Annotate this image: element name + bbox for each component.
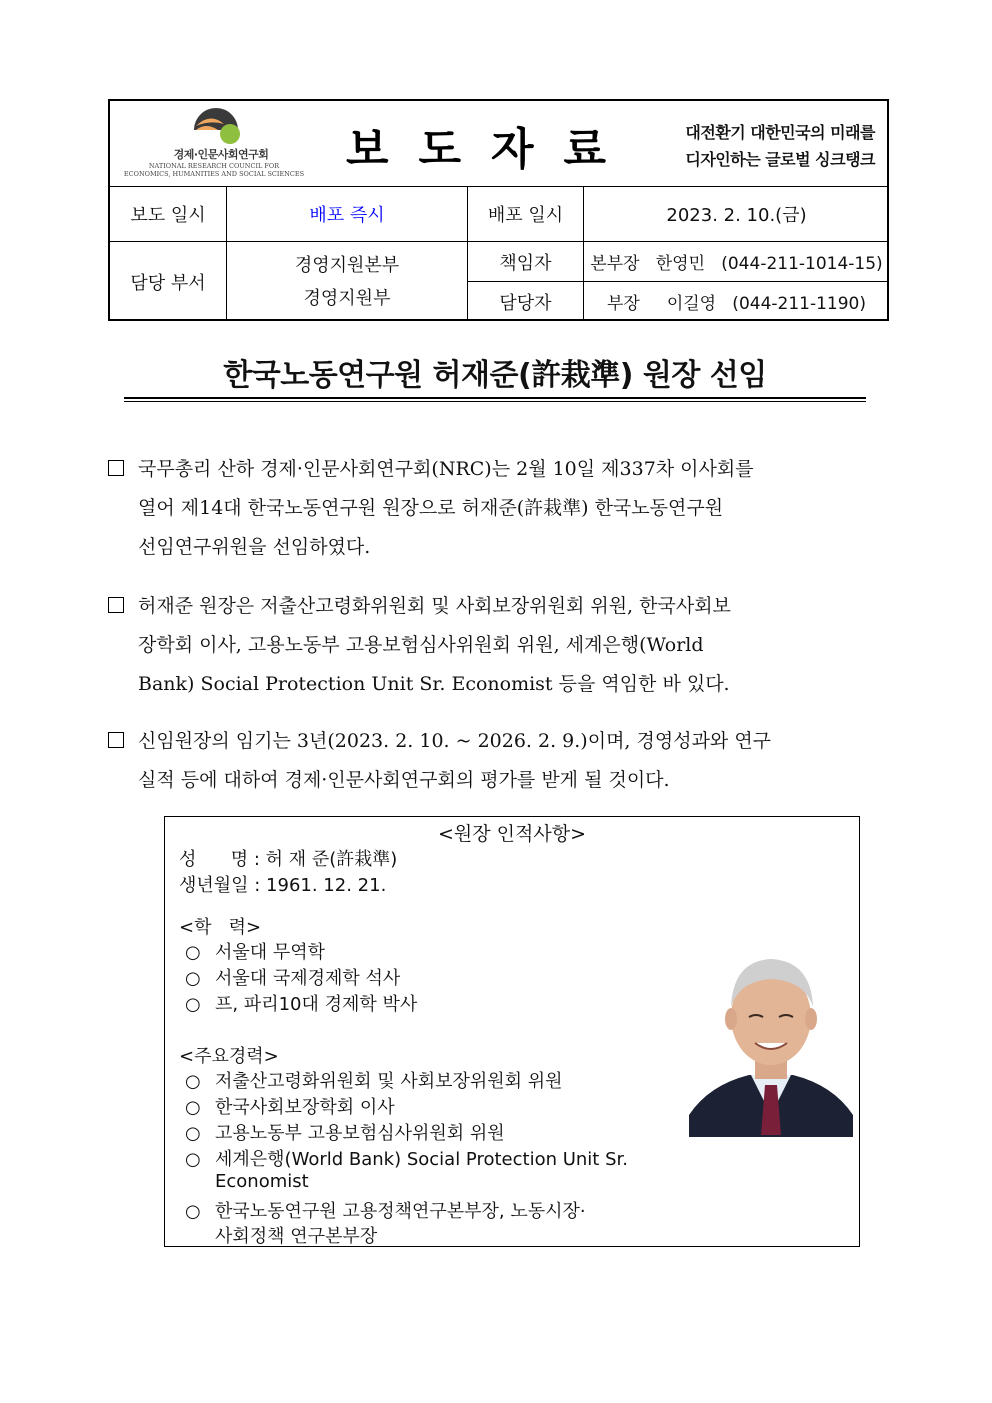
paragraph-line: 실적 등에 대하여 경제·인문사회연구회의 평가를 받게 될 것이다. bbox=[138, 769, 670, 791]
slogan-line-2: 디자인하는 글로벌 싱크탱크 bbox=[685, 150, 875, 169]
paragraph-line: Bank) Social Protection Unit Sr. Economist 등을 역임한 바 있다. bbox=[138, 673, 730, 695]
career-item-text: 세계은행(World Bank) Social Protection Unit Sr. bbox=[215, 1149, 628, 1170]
career-item-text: 한국노동연구원 고용정책연구본부장, 노동시장· bbox=[215, 1201, 586, 1222]
career-item bbox=[185, 1119, 505, 1145]
education-item bbox=[185, 938, 325, 964]
distribution-value: 2023. 2. 10.(금) bbox=[666, 205, 807, 226]
press-release-header bbox=[108, 99, 889, 321]
dept-line-2: 경영지원부 bbox=[303, 287, 391, 309]
profile-box bbox=[164, 816, 860, 1247]
checkbox-bullet-icon bbox=[108, 597, 124, 613]
logo-org-name: 경제·인문사회연구회 bbox=[173, 148, 269, 161]
bullet-icon: ○ bbox=[185, 1071, 201, 1092]
paragraph-line: 열어 제14대 한국노동연구원 원장으로 허재준(許栽準) 한국노동연구원 bbox=[138, 497, 724, 519]
paragraph-2 bbox=[108, 587, 888, 704]
dept-label: 담당 부서 bbox=[130, 272, 206, 294]
manager-value: 본부장 한영민 (044-211-1014-15) bbox=[590, 254, 883, 274]
career-item-text: 한국사회보장학회 이사 bbox=[215, 1097, 395, 1118]
education-item-text: 서울대 무역학 bbox=[215, 942, 326, 963]
headline: 한국노동연구원 허재준(許栽準) 원장 선임 bbox=[223, 358, 767, 393]
career-item-text: 고용노동부 고용보험심사위원회 위원 bbox=[215, 1123, 505, 1144]
career-item-continuation: 사회정책 연구본부장 bbox=[215, 1226, 378, 1247]
education-item bbox=[185, 964, 400, 990]
paragraph-line: 선임연구위원을 선임하였다. bbox=[138, 536, 371, 558]
education-item-text: 서울대 국제경제학 석사 bbox=[215, 968, 401, 989]
paragraph-line: 장학회 이사, 고용노동부 고용보험심사위원회 위원, 세계은행(World bbox=[138, 634, 704, 656]
career-item-continuation: Economist bbox=[215, 1171, 309, 1192]
headline-underline bbox=[124, 397, 866, 399]
distribution-label: 배포 일시 bbox=[487, 205, 564, 226]
header-top-row bbox=[110, 101, 887, 187]
paragraph-line: 허재준 원장은 저출산고령화위원회 및 사회보장위원회 위원, 한국사회보 bbox=[138, 595, 731, 617]
education-item bbox=[185, 990, 417, 1016]
director-portrait-photo bbox=[689, 935, 853, 1137]
slogan bbox=[655, 119, 875, 173]
profile-name: 성 명 : 허 재 준(許栽準) bbox=[179, 849, 398, 870]
nrc-logo bbox=[116, 106, 312, 184]
dept-line-1: 경영지원본부 bbox=[294, 254, 400, 276]
bullet-icon: ○ bbox=[185, 968, 201, 989]
release-label: 보도 일시 bbox=[130, 205, 206, 226]
career-heading: <주요경력> bbox=[179, 1046, 279, 1067]
manager-label: 책임자 bbox=[499, 252, 552, 274]
education-heading: <학 력> bbox=[179, 917, 262, 938]
career-item bbox=[185, 1093, 395, 1119]
paragraph-line: 신임원장의 임기는 3년(2023. 2. 10. ~ 2026. 2. 9.)이며, 경영성과와 연구 bbox=[138, 730, 772, 752]
paragraph-line: 국무총리 산하 경제·인문사회연구회(NRC)는 2월 10일 제337차 이사회를 bbox=[138, 458, 754, 480]
dept-value bbox=[227, 242, 467, 321]
slogan-line-1: 대전환기 대한민국의 미래를 bbox=[685, 123, 875, 142]
paragraph-1 bbox=[108, 450, 888, 567]
logo-org-name-en bbox=[116, 162, 312, 178]
headline-underline-thin bbox=[124, 401, 866, 402]
paragraph-3 bbox=[108, 722, 888, 800]
career-item-text: 저출산고령화위원회 및 사회보장위원회 위원 bbox=[215, 1071, 563, 1092]
profile-title: <원장 인적사항> bbox=[437, 823, 586, 845]
bullet-icon: ○ bbox=[185, 942, 201, 963]
logo-org-name-en-line1: NATIONAL RESEARCH COUNCIL FOR bbox=[148, 162, 280, 170]
bullet-icon: ○ bbox=[185, 1097, 201, 1118]
bullet-icon: ○ bbox=[185, 1201, 201, 1222]
nrc-logo-emblem-icon bbox=[192, 108, 248, 144]
career-item bbox=[185, 1197, 586, 1223]
bullet-icon: ○ bbox=[185, 1149, 201, 1170]
document-title: 보도자료 bbox=[345, 124, 636, 175]
bullet-icon: ○ bbox=[185, 1123, 201, 1144]
logo-org-name-en-line2: ECONOMICS, HUMANITIES AND SOCIAL SCIENCES bbox=[123, 170, 305, 178]
career-item bbox=[185, 1145, 628, 1171]
contact-label: 담당자 bbox=[499, 292, 552, 314]
release-value: 배포 즉시 bbox=[309, 205, 385, 226]
contact-value: 부장 이길영 (044-211-1190) bbox=[606, 294, 867, 314]
bullet-icon: ○ bbox=[185, 994, 201, 1015]
education-item-text: 프, 파리10대 경제학 박사 bbox=[215, 994, 418, 1015]
profile-birthdate: 생년월일 : 1961. 12. 21. bbox=[179, 875, 387, 896]
checkbox-bullet-icon bbox=[108, 460, 124, 476]
checkbox-bullet-icon bbox=[108, 732, 124, 748]
career-item bbox=[185, 1067, 563, 1093]
